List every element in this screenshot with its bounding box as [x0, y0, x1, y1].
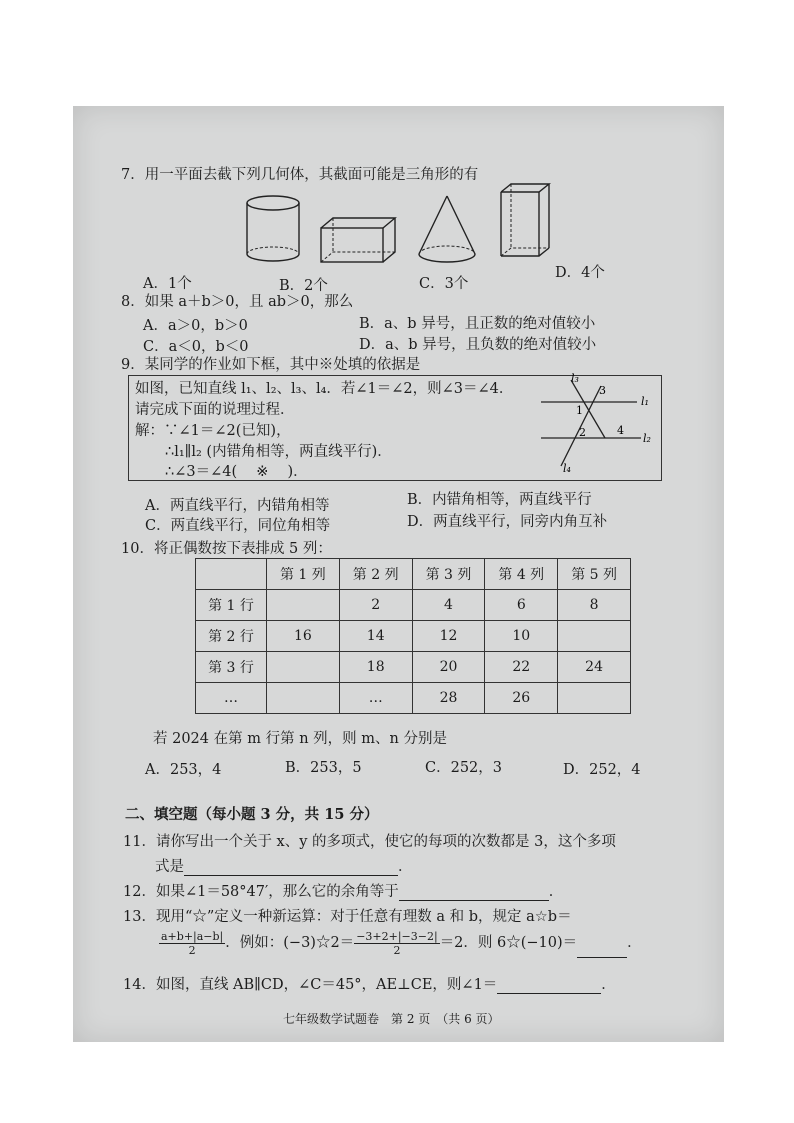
q7-option-c: C．3个 — [419, 276, 469, 292]
page-footer: 七年级数学试题卷 第 2 页 （共 6 页） — [283, 1012, 500, 1026]
table-cell — [558, 621, 631, 652]
q9-option-a: A．两直线平行，内错角相等 — [145, 498, 330, 514]
section-2-title: 二、填空题（每小题 3 分，共 15 分） — [125, 806, 379, 823]
q10-option-c: C．252，3 — [425, 760, 502, 776]
q9-box-line-1: 如图，已知直线 l₁、l₂、l₃、l₄．若∠1＝∠2，则∠3＝∠4． — [135, 381, 514, 397]
q9-option-b: B．内错角相等，两直线平行 — [407, 492, 592, 508]
exam-page — [73, 106, 724, 1042]
table-cell: 26 — [485, 683, 558, 714]
table-cell: 14 — [339, 621, 412, 652]
q13-example-fraction: $\frac{-3+2+|-3-2|}{2}$ — [356, 929, 438, 957]
q13-answer-blank[interactable] — [577, 943, 627, 958]
table-cell — [267, 652, 340, 683]
q10-question: 若 2024 在第 m 行第 n 列，则 m、n 分别是 — [153, 731, 447, 747]
label-l3: l₃ — [571, 372, 579, 385]
q13-line-1: 13．现用“☆”定义一种新运算：对于任意有理数 a 和 b，规定 a☆b＝ — [123, 909, 572, 925]
q9-box-line-2: 请完成下面的说理过程． — [135, 402, 295, 418]
q11-line-2 — [155, 858, 413, 876]
label-l1: l₁ — [641, 395, 649, 408]
table-cell: 4 — [412, 590, 485, 621]
q9-stem: 9．某同学的作业如下框，其中※处填的依据是 — [121, 357, 421, 373]
q9-option-d: D．两直线平行，同旁内角互补 — [407, 514, 608, 530]
label-angle-1: 1 — [576, 404, 583, 417]
cone-icon — [416, 194, 480, 268]
cylinder-icon — [245, 194, 305, 266]
table-cell: 22 — [485, 652, 558, 683]
table-cell: 第 3 行 — [196, 652, 267, 683]
table-cell: 2 — [339, 590, 412, 621]
q7-option-b: B．2个 — [279, 278, 328, 294]
table-cell: 16 — [267, 621, 340, 652]
q11-end: ． — [398, 859, 413, 875]
table-cell: 20 — [412, 652, 485, 683]
table-cell: 10 — [485, 621, 558, 652]
label-angle-3: 3 — [599, 384, 606, 397]
q14-answer-blank[interactable] — [497, 979, 601, 994]
q8-option-d: D．a、b 异号，且负数的绝对值较小 — [359, 337, 597, 353]
even-number-table — [195, 558, 631, 714]
q9-option-c: C．两直线平行，同位角相等 — [145, 518, 331, 534]
table-header-cell: 第 3 列 — [412, 559, 485, 590]
q12-line — [123, 883, 563, 901]
label-l2: l₂ — [643, 432, 651, 445]
table-cell: … — [339, 683, 412, 714]
table-cell: 6 — [485, 590, 558, 621]
table-cell — [558, 683, 631, 714]
q8-stem: 8．如果 a＋b＞0，且 ab＞0，那么 — [121, 294, 354, 310]
table-cell: … — [196, 683, 267, 714]
table-cell: 24 — [558, 652, 631, 683]
q10-option-b: B．253，5 — [285, 760, 362, 776]
table-row — [196, 683, 631, 714]
q7-stem: 7．用一平面去截下列几何体，其截面可能是三角形的有 — [121, 167, 479, 183]
table-cell: 18 — [339, 652, 412, 683]
q8-option-b: B．a、b 异号，且正数的绝对值较小 — [359, 316, 596, 332]
q14-text: 14．如图，直线 AB∥CD，∠C＝45°，AE⊥CE，则∠1＝ — [123, 977, 498, 993]
q11-prefix: 式是 — [155, 859, 184, 875]
table-cell — [267, 683, 340, 714]
q14-line — [123, 976, 616, 994]
table-cell: 8 — [558, 590, 631, 621]
table-row — [196, 590, 631, 621]
prism-icon — [497, 182, 553, 262]
q13-tail: ＝2．则 6☆(−10)＝ — [439, 935, 578, 951]
q10-option-a: A．253，4 — [145, 762, 222, 778]
q9-parallel-lines-figure — [533, 374, 658, 474]
q13-end: ． — [627, 935, 642, 951]
table-header-cell: 第 5 列 — [558, 559, 631, 590]
q13-line-2 — [159, 928, 642, 958]
table-cell: 第 1 行 — [196, 590, 267, 621]
q9-box-line-4: ∴l₁∥l₂ (内错角相等，两直线平行)． — [165, 444, 392, 460]
label-angle-2: 2 — [579, 426, 586, 439]
q7-option-d: D．4个 — [555, 265, 605, 281]
table-cell: 第 2 行 — [196, 621, 267, 652]
table-row — [196, 652, 631, 683]
table-row — [196, 621, 631, 652]
q10-option-d: D．252，4 — [563, 762, 641, 778]
q12-end: ． — [548, 884, 564, 900]
q12-text: 12．如果∠1＝58°47′，那么它的余角等于 — [123, 884, 399, 900]
q14-end: ． — [601, 977, 616, 993]
table-cell: 12 — [412, 621, 485, 652]
q10-stem: 10．将正偶数按下表排成 5 列： — [121, 541, 332, 557]
q11-answer-blank[interactable] — [184, 861, 398, 876]
q8-option-a: A．a＞0，b＞0 — [143, 318, 248, 334]
table-header-cell: 第 1 列 — [267, 559, 340, 590]
table-cell: 28 — [412, 683, 485, 714]
q13-definition-fraction: $\frac{a+b+|a-b|}{2}$ — [161, 929, 224, 957]
q12-answer-blank[interactable] — [399, 886, 549, 901]
table-header-cell: 第 2 列 — [339, 559, 412, 590]
q9-box-line-5: ∴∠3＝∠4( ※ )． — [165, 464, 308, 480]
q9-box-line-3: 解：∵∠1＝∠2(已知)， — [135, 423, 291, 439]
table-header-cell — [196, 559, 267, 590]
q13-example-label: ．例如：(−3)☆2＝ — [225, 935, 355, 951]
cuboid-icon — [319, 216, 399, 266]
label-l4: l₄ — [563, 462, 571, 475]
label-angle-4: 4 — [617, 424, 624, 437]
table-header-cell: 第 4 列 — [485, 559, 558, 590]
q8-option-c: C．a＜0，b＜0 — [143, 339, 249, 355]
q7-option-a: A．1个 — [143, 276, 192, 292]
table-cell — [267, 590, 340, 621]
q11-line-1: 11．请你写出一个关于 x、y 的多项式，使它的每项的次数都是 3，这个多项 — [123, 834, 616, 850]
table-header-row — [196, 559, 631, 590]
